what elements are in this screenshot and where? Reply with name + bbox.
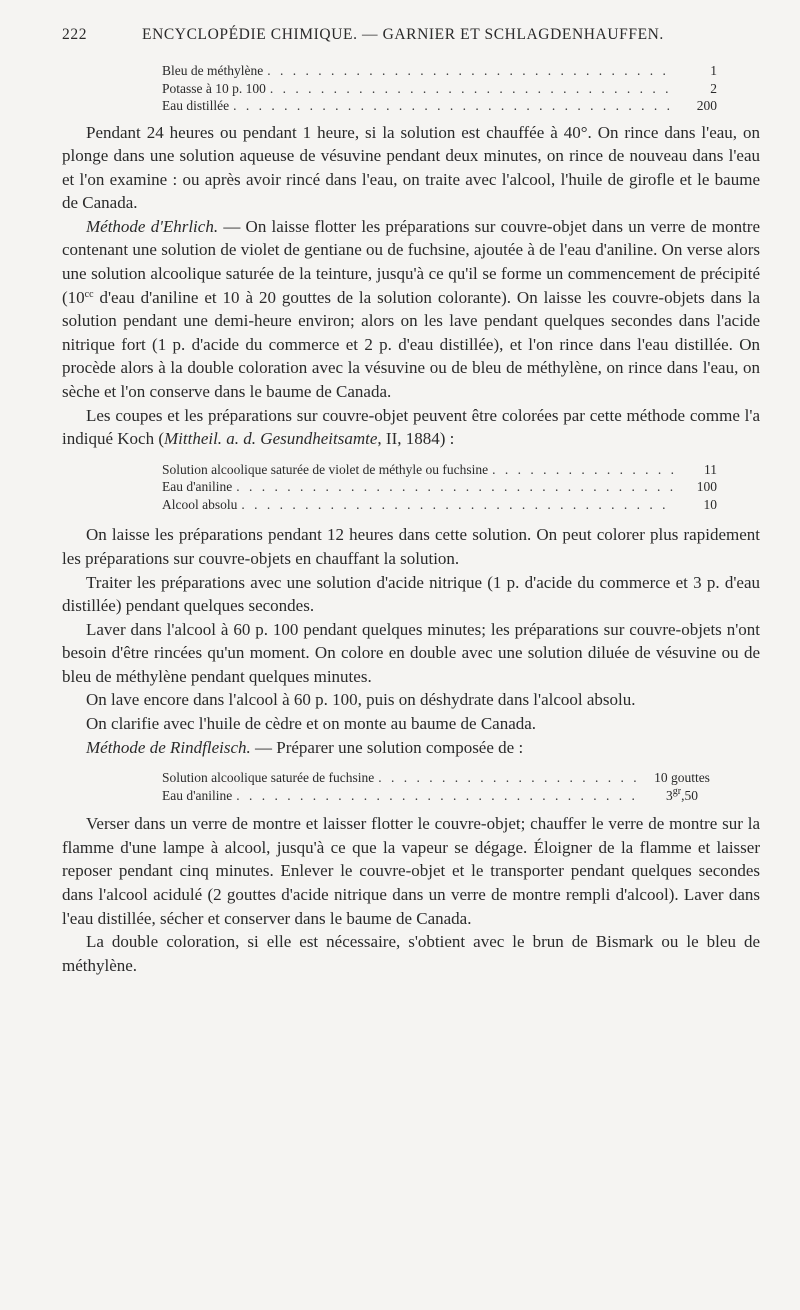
recipe-row: [162, 97, 717, 115]
recipe-table: [162, 62, 717, 115]
recipe-row: [162, 62, 717, 80]
ingredient: Solution alcoolique saturée de violet de méthyle ou fuchsine: [162, 461, 489, 477]
recipe-row: [162, 478, 717, 496]
paragraph: Pendant 24 heures ou pendant 1 heure, si la solution est chauffée à 40°. On rince dans l'eau, on plonge dans une solution aqueuse de vésuvine pendant deux minutes, on rince de nouveau dans l'eau et l'on examine : ou après avoir rincé dans l'eau, on traite avec l'alcool, l'huile de girofle et le baume de Canada.: [62, 122, 760, 213]
paragraph: On laisse les préparations pendant 12 heures dans cette solution. On peut colorer plus rapidement les préparations sur couvre-objets en chauffant la solution.: [62, 525, 760, 568]
quantity: 2: [710, 80, 717, 96]
paragraph: On clarifie avec l'huile de cèdre et on monte au baume de Canada.: [86, 714, 537, 734]
recipe-row: [162, 787, 722, 805]
recipe-table: [162, 461, 717, 514]
recipe-row: [162, 496, 717, 514]
ingredient: Eau d'aniline: [162, 479, 233, 495]
leader-dots: [267, 62, 671, 80]
paragraph: Méthode de Rindfleisch. — Préparer une solution composée de :: [86, 737, 524, 757]
ingredient: Bleu de méthylène: [162, 63, 264, 78]
paragraph: La double coloration, si elle est nécessaire, s'obtient avec le brun de Bismark ou le bleu de méthylène.: [62, 932, 760, 975]
page: [62, 26, 760, 977]
leader-dots: [236, 478, 675, 496]
paragraph: Les coupes et les préparations sur couvre-objet peuvent être colorées par cette méthode comme l'a indiqué Koch (Mittheil. a. d. Gesundheitsamte, II, 1884) :: [62, 405, 760, 449]
paragraph: Laver dans l'alcool à 60 p. 100 pendant quelques minutes; les préparations sur couvre-objets n'ont besoin d'être rincées qu'un moment. On colore en double avec une solution diluée de vésuvine ou de bleu de méthylène pendant quelques minutes.: [62, 619, 760, 686]
ingredient: Potasse à 10 p. 100: [162, 80, 266, 96]
ingredient: Eau d'aniline: [162, 787, 233, 803]
quantity: $3^{gr},50$: [666, 786, 698, 803]
paragraph: On lave encore dans l'alcool à 60 p. 100, puis on déshydrate dans l'alcool absolu.: [86, 690, 636, 710]
quantity: 1: [710, 63, 717, 78]
leader-dots: [233, 97, 671, 115]
quantity: 100: [696, 479, 717, 495]
recipe-table: [162, 769, 722, 804]
quantity: 200: [696, 98, 717, 113]
leader-dots: [241, 496, 675, 514]
running-header: [62, 26, 760, 52]
paragraph: Méthode d'Ehrlich. — On laisse flotter les préparations sur couvre-objet dans un verre de montre contenant une solution de violet de gentiane ou de fuchsine, ajoutée à de l'eau d'aniline. On verse alors une solution alcoolique saturée de la teinture, jusqu'à ce qu'il se forme un commencement de précipité ($10^{cc}$ d'eau d'aniline et 10 à 20 gouttes de la solution colorante). On laisse les couvre-objets dans la solution pendant une demi-heure environ; alors on les lave pendant quelques secondes dans l'acide nitrique fort (1 p. d'acide du commerce et 2 p. d'eau distillée), et l'on rince dans l'eau distillée. On procède alors à la double coloration avec la vésuvine ou de bleu de méthylène, on rince dans l'eau, on sèche et l'on conserve dans le baume de Canada.: [62, 216, 760, 402]
method-title: Méthode d'Ehrlich.: [86, 216, 219, 236]
ingredient: Eau distillée: [162, 98, 230, 113]
quantity: 10: [703, 496, 717, 512]
page-number: 222: [62, 26, 88, 43]
method-title: Méthode de Rindfleisch.: [86, 737, 251, 757]
recipe-row: [162, 80, 717, 98]
citation: Mittheil. a. d. Gesundheitsamte: [163, 429, 378, 449]
paragraph: Verser dans un verre de montre et laisser flotter le couvre-objet; chauffer le verre de montre sur la flamme d'une lampe à alcool, jusqu'à ce que la vapeur se dégage. Éloigner de la flamme et laisser reposer pendant cinq minutes. Enlever le couvre-objet et le transporter pendant quelques secondes dans l'alcool acidulé (2 gouttes d'acide nitrique dans un verre de montre rempli d'alcool). Laver dans l'eau distillée, sécher et conserver dans le baume de Canada.: [62, 814, 760, 928]
recipe-row: [162, 769, 722, 787]
leader-dots: [270, 80, 671, 98]
ingredient: Alcool absolu: [162, 496, 238, 512]
quantity: 10 gouttes: [654, 770, 710, 786]
ingredient: Solution alcoolique saturée de fuchsine: [162, 770, 375, 786]
paragraph: Traiter les préparations avec une solution d'acide nitrique (1 p. d'acide du commerce et 3 p. d'eau distillée) pendant quelques secondes.: [62, 572, 760, 616]
leader-dots: [236, 787, 636, 805]
recipe-row: [162, 461, 717, 479]
quantity: 11: [704, 461, 717, 477]
running-title: ENCYCLOPÉDIE CHIMIQUE. — GARNIER ET SCHLAGDENHAUFFEN.: [142, 26, 664, 43]
leader-dots: [378, 769, 636, 787]
leader-dots: [492, 461, 675, 479]
